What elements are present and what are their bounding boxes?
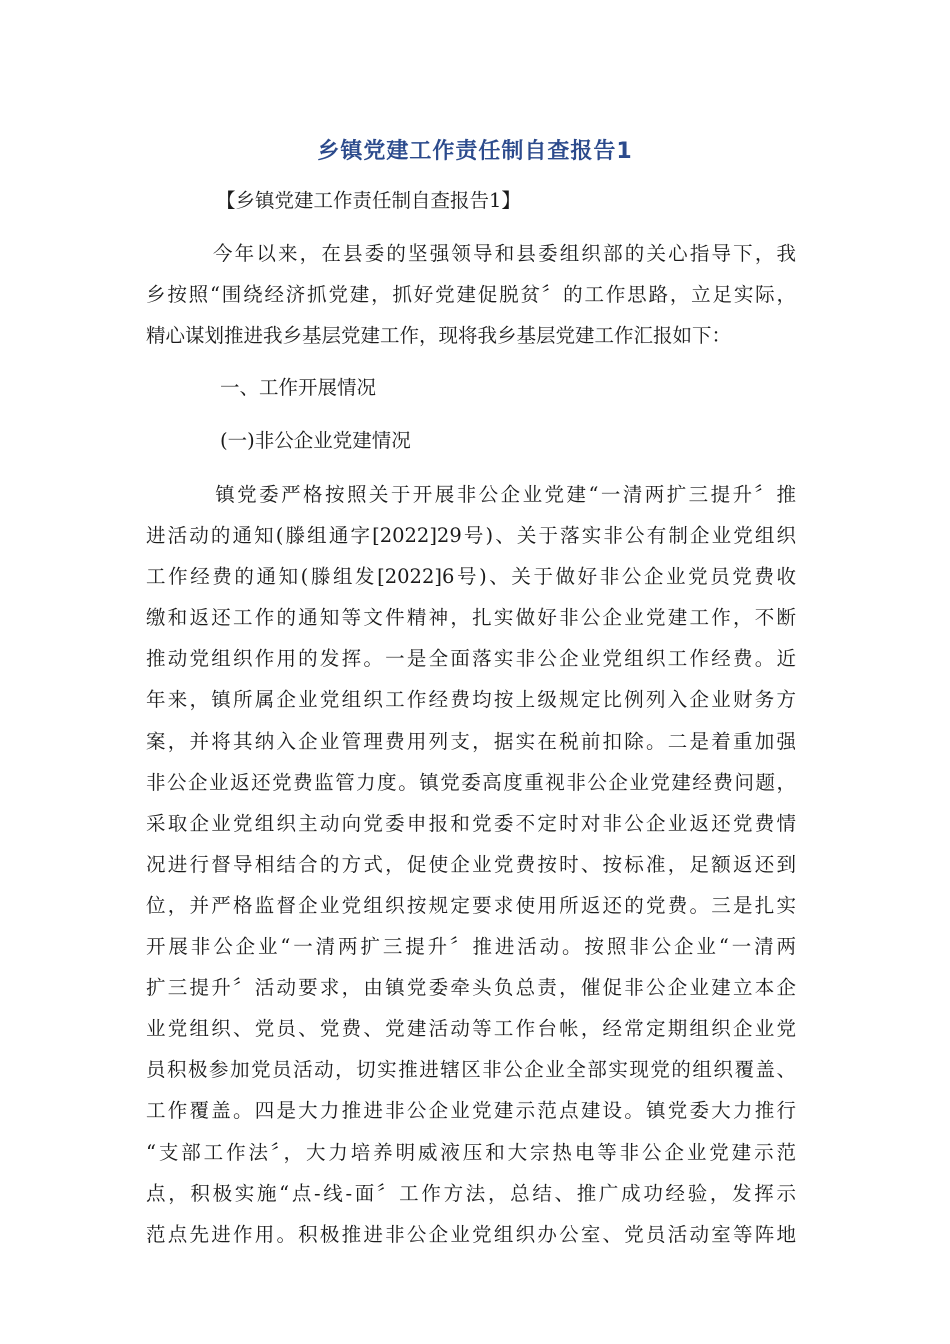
body-line: 员积极参加党员活动，切实推进辖区非公企业全部实现党的组织覆盖、: [146, 1058, 796, 1082]
body-paragraph: [146, 474, 796, 1255]
body-line: 扩三提升〞活动要求，由镇党委牵头负总责，催促非公企业建立本企: [146, 976, 796, 1000]
body-line: “支部工作法〞，大力培养明威液压和大宗热电等非公企业党建示范: [146, 1140, 796, 1164]
body-line: 进活动的通知(滕组通字[2022]29号)、关于落实非公有制企业党组织: [146, 524, 796, 548]
body-line: 位，并严格监督企业党组织按规定要求使用所返还的党费。三是扎实: [146, 893, 796, 917]
body-line: 开展非公企业“一清两扩三提升〞推进活动。按照非公企业“一清两: [146, 935, 796, 959]
body-line: 非公企业返还党费监管力度。镇党委高度重视非公企业党建经费问题，: [146, 770, 796, 794]
body-line: 业党组织、党员、党费、党建活动等工作台帐，经常定期组织企业党: [146, 1017, 796, 1041]
body-line: 年来，镇所属企业党组织工作经费均按上级规定比例列入企业财务方: [146, 688, 796, 712]
body-line: 镇党委严格按照关于开展非公企业党建“一清两扩三提升〞推: [146, 483, 796, 506]
body-line: 工作经费的通知(滕组发[2022]6号)、关于做好非公企业党员党费收: [146, 565, 796, 589]
body-line: 推动党组织作用的发挥。一是全面落实非公企业党组织工作经费。近: [146, 647, 796, 671]
subsection-heading: (一)非公企业党建情况: [220, 429, 411, 452]
intro-paragraph: [146, 233, 796, 356]
document-title: 乡镇党建工作责任制自查报告1: [317, 139, 633, 164]
body-line: 点，积极实施“点-线-面〞工作方法，总结、推广成功经验，发挥示: [146, 1181, 796, 1205]
body-line: 缴和返还工作的通知等文件精神，扎实做好非公企业党建工作，不断: [146, 606, 796, 630]
body-line: 工作覆盖。四是大力推进非公企业党建示范点建设。镇党委大力推行: [146, 1099, 796, 1123]
intro-line: 乡按照“围绕经济抓党建，抓好党建促脱贫〞的工作思路，立足实际，: [146, 283, 796, 307]
intro-line: 今年以来，在县委的坚强领导和县委组织部的关心指导下，我: [146, 242, 796, 265]
intro-line: 精心谋划推进我乡基层党建工作，现将我乡基层党建工作汇报如下：: [146, 324, 732, 348]
body-line: 况进行督导相结合的方式，促使企业党费按时、按标准，足额返还到: [146, 852, 796, 876]
document-subtitle: 【乡镇党建工作责任制自查报告1】: [216, 189, 521, 212]
body-line: 案，并将其纳入企业管理费用列支，据实在税前扣除。二是着重加强: [146, 729, 796, 753]
body-line: 采取企业党组织主动向党委申报和党委不定时对非公企业返还党费情: [146, 811, 796, 835]
body-line: 范点先进作用。积极推进非公企业党组织办公室、党员活动室等阵地: [146, 1222, 796, 1246]
section-heading: 一、工作开展情况: [220, 376, 377, 399]
